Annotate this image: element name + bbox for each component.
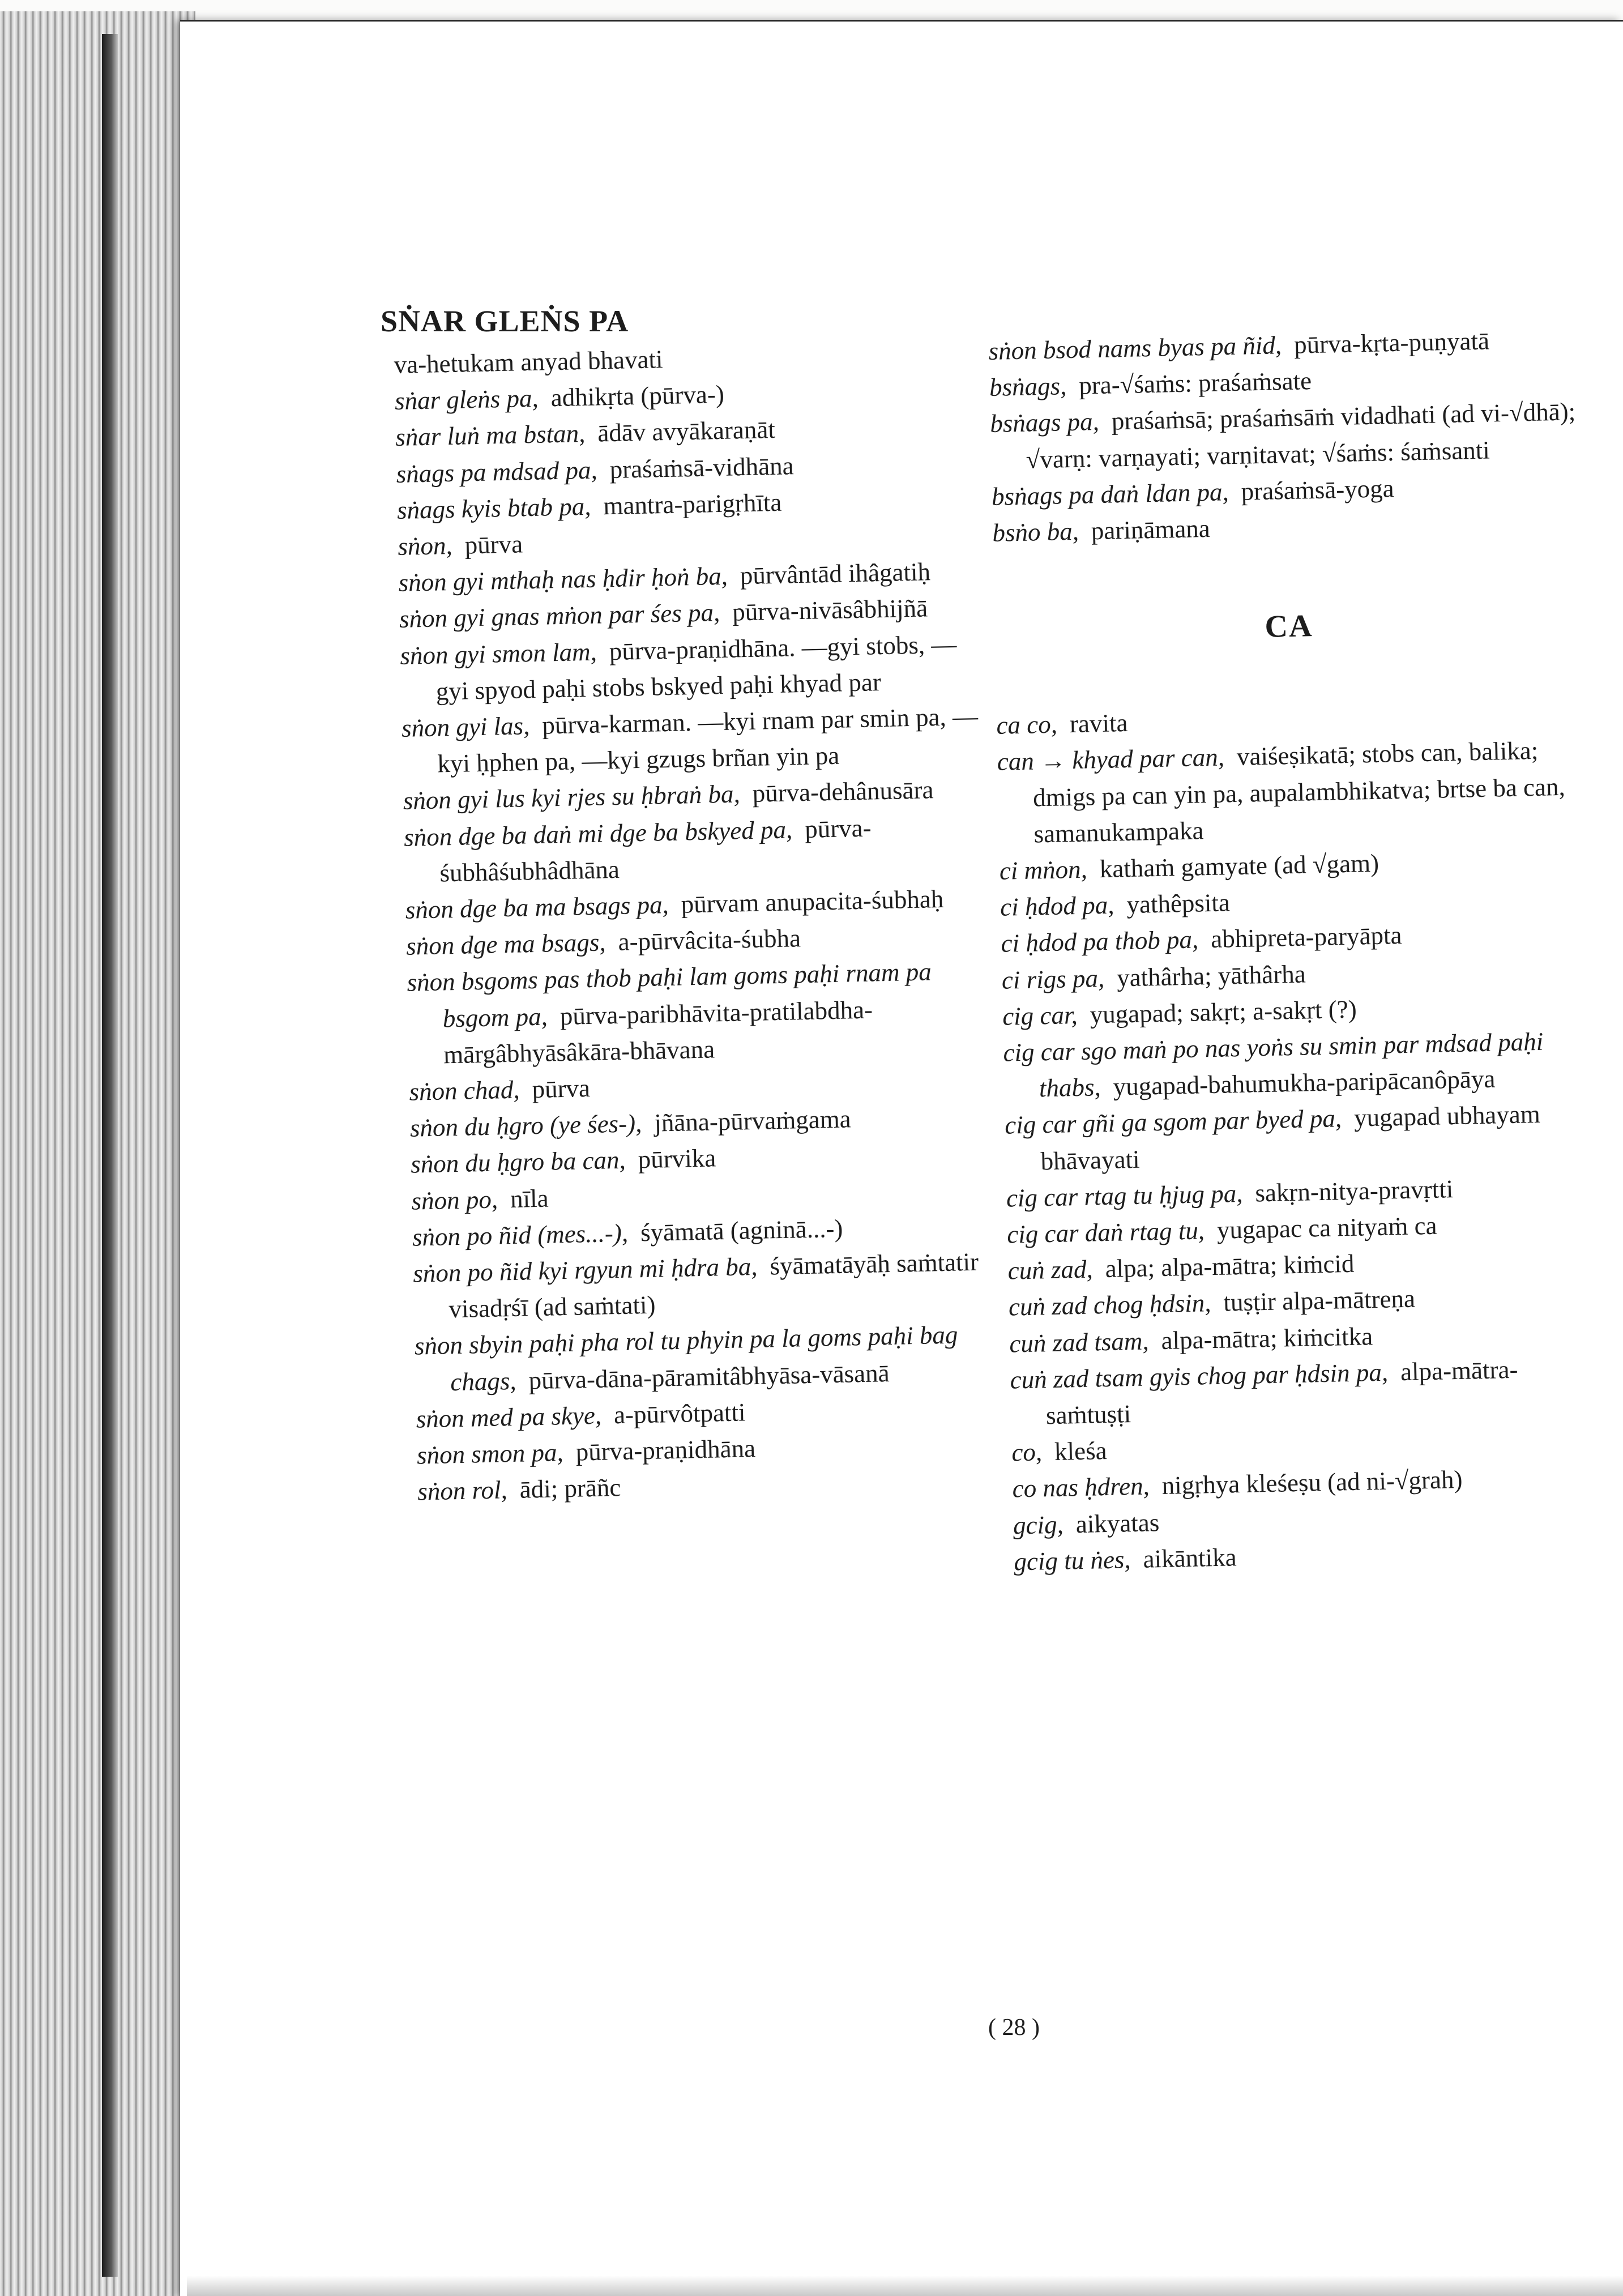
dictionary-entry (1005, 1095, 1595, 1180)
entry-tibetan-headword: cig car daṅ rtag tu, (1006, 1216, 1205, 1249)
entry-tibetan-headword: bsṅags, (989, 372, 1067, 402)
entry-tibetan-headword: sṅon gyi gnas mṅon par śes pa, (399, 598, 720, 634)
entry-sanskrit-equivalent: a-pūrvôtpatti (613, 1398, 746, 1429)
entry-sanskrit-equivalent: pariṇāmana (1091, 514, 1211, 545)
running-head: SṄAR GLEṄS PA (381, 304, 629, 338)
entry-tibetan-headword: co nas ḥdren, (1012, 1471, 1150, 1504)
entry-sanskrit-equivalent: pra-√śaṁs: praśaṁsate (1078, 366, 1312, 400)
entry-tibetan-headword: sṅags pa mdsad pa, (396, 455, 598, 488)
entry-tibetan-headword: cig car sgo maṅ po nas yoṅs su smin par mdsad paḥi thabs, (1003, 1027, 1544, 1103)
entry-tibetan-headword: gcig, (1013, 1510, 1064, 1540)
entry-sanskrit-equivalent: yugapad; sakṛt; a-sakṛt (?) (1090, 995, 1357, 1029)
entry-tibetan-headword: ci ḥdod pa thob pa, (1001, 925, 1199, 958)
dictionary-entry (1003, 1022, 1593, 1107)
entry-sanskrit-equivalent: pūrvântād ihâgatiḥ (740, 557, 931, 590)
dictionary-entry (413, 1243, 992, 1328)
entry-tibetan-headword: sṅon po ñid (mes...-), (412, 1218, 629, 1252)
entry-tibetan-headword: gcig tu ṅes, (1013, 1545, 1131, 1576)
left-column (394, 335, 996, 1510)
entry-tibetan-headword: sṅon gyi smon lam, (399, 637, 597, 670)
entry-tibetan-headword: cuṅ zad, (1007, 1254, 1094, 1285)
entry-sanskrit-equivalent: tuṣṭir alpa-mātreṇa (1223, 1284, 1416, 1317)
entry-tibetan-headword: sṅon med pa skye, (416, 1401, 602, 1433)
entry-sanskrit-equivalent: yugapad-bahumukha-paripācanôpāya (1113, 1064, 1496, 1101)
entry-sanskrit-equivalent: kleśa (1054, 1436, 1108, 1466)
entry-sanskrit-equivalent: sakṛn-nitya-pravṛtti (1254, 1174, 1454, 1207)
entry-sanskrit-equivalent: yugapad ubhayam bhāvayati (1040, 1100, 1541, 1176)
right-column-entries-top (988, 321, 1582, 551)
entry-tibetan-headword: cuṅ zad tsam, (1009, 1326, 1150, 1358)
entry-sanskrit-equivalent: praśaṁsā-vidhāna (609, 451, 794, 484)
entry-tibetan-headword: sṅon du ḥgro (ye śes-), (409, 1109, 642, 1142)
entry-tibetan-headword: can → khyad par can, (997, 742, 1225, 776)
dictionary-entry (400, 625, 979, 710)
entry-sanskrit-equivalent: kathaṁ gamyate (ad √gam) (1099, 848, 1379, 884)
entry-tibetan-headword: sṅon, (397, 531, 453, 561)
entry-sanskrit-equivalent: pūrva-dehânusāra (752, 775, 934, 808)
entry-tibetan-headword: bsṅags pa, (989, 407, 1100, 438)
entry-sanskrit-equivalent: abhipreta-paryāpta (1210, 921, 1403, 954)
entry-sanskrit-equivalent: pūrva-kṛta-puṇyatā (1293, 326, 1490, 359)
page-bottom-shadow (187, 2276, 1623, 2296)
dictionary-entry (414, 1316, 993, 1401)
entry-tibetan-headword: sṅon rol, (417, 1475, 508, 1506)
entry-tibetan-headword: bsṅags pa daṅ ldan pa, (991, 477, 1229, 511)
entry-sanskrit-equivalent: yathêpsita (1126, 888, 1231, 919)
entry-sanskrit-equivalent: alpa; alpa-mātra; kiṁcid (1105, 1249, 1355, 1283)
entry-tibetan-headword: ci mṅon, (999, 855, 1088, 885)
entry-sanskrit-equivalent: pūrva-praṇidhāna. —gyi stobs, —gyi spyod paḥi stobs bskyed paḥi khyad par (435, 629, 957, 706)
entry-tibetan-headword: sṅar gleṅs pa, (394, 383, 539, 416)
entry-sanskrit-equivalent: pūrva-praṇidhāna (575, 1434, 756, 1466)
entry-sanskrit-equivalent: vaiśeṣikatā; stobs can, balika; dmigs pa can yin pa, aupalambhikatva; brtse ba can, samanukampaka (1032, 736, 1566, 848)
dictionary-entry (407, 953, 986, 1074)
entry-tibetan-headword: sṅon po, (411, 1185, 498, 1215)
book-binding-shadow (102, 34, 118, 2277)
entry-sanskrit-equivalent: ravita (1069, 709, 1128, 739)
entry-tibetan-headword: cig car rtag tu ḥjug pa, (1006, 1179, 1243, 1213)
entry-tibetan-headword: sṅon gyi mthaḥ nas ḥdir ḥoṅ ba, (398, 561, 728, 598)
entry-tibetan-headword: sṅon chad, (409, 1075, 520, 1106)
entry-sanskrit-equivalent: adhikṛta (pūrva-) (550, 380, 725, 412)
entry-sanskrit-equivalent: alpa-mātra; kiṁcitka (1161, 1321, 1373, 1355)
entry-tibetan-headword: cig car gñi ga sgom par byed pa, (1004, 1104, 1342, 1140)
entry-sanskrit-equivalent: śyāmatā (agninā...-) (640, 1214, 843, 1247)
entry-tibetan-headword: ci rigs pa, (1001, 963, 1105, 995)
entry-tibetan-headword: sṅon dge ba ma bsags pa, (405, 890, 669, 924)
entry-sanskrit-equivalent: aikāntika (1143, 1543, 1237, 1573)
entry-sanskrit-equivalent: śyāmatāyāḥ saṁtatir visadṛśī (ad saṁtati) (449, 1247, 979, 1324)
entry-tibetan-headword: cuṅ zad tsam gyis chog par ḥdsin pa, (1010, 1358, 1389, 1394)
entry-tibetan-headword: sṅon sbyin paḥi pha rol tu phyin pa la goms paḥi bag chags, (414, 1321, 958, 1396)
entry-tibetan-headword: sṅon gyi las, (401, 711, 530, 742)
book-page-edges (0, 11, 195, 2296)
entry-sanskrit-equivalent: pūrvika (638, 1143, 716, 1174)
entry-tibetan-headword: sṅon du ḥgro ba can, (410, 1146, 626, 1179)
entry-sanskrit-equivalent: aikyatas (1075, 1508, 1160, 1538)
entry-sanskrit-equivalent: pūrvam anupacita-śubhaḥ (681, 884, 944, 919)
entry-tibetan-headword: sṅon bsgoms pas thob paḥi lam goms paḥi rnam pa bsgom pa, (407, 957, 932, 1033)
entry-sanskrit-equivalent: nigṛhya kleśeṣu (ad ni-√grah) (1161, 1465, 1463, 1500)
entry-tibetan-headword: cuṅ zad chog ḥdsin, (1008, 1288, 1211, 1322)
entry-tibetan-headword: ca co, (996, 710, 1058, 740)
entry-sanskrit-equivalent: yathârha; yāthârha (1116, 959, 1306, 992)
right-column-entries-bottom (996, 695, 1603, 1580)
entry-tibetan-headword: sṅon smon pa, (416, 1438, 564, 1470)
entry-sanskrit-equivalent: pūrva-karman. —kyi rnam par smin pa, —kyi ḥphen pa, —kyi gzugs brñan yin pa (437, 702, 979, 778)
entry-sanskrit-equivalent: pūrva-śubhâśubhâdhāna (439, 813, 872, 887)
dictionary-entry (1010, 1350, 1600, 1435)
section-heading: CA (1264, 608, 1314, 645)
dictionary-entry (990, 394, 1580, 479)
entry-sanskrit-equivalent: pūrva-dāna-pāramitâbhyāsa-vāsanā (528, 1358, 890, 1395)
entry-sanskrit-equivalent: ādāv avyākaraṇāt (597, 415, 776, 447)
entry-sanskrit-equivalent: a-pūrvâcita-śubha (618, 924, 801, 957)
entry-tibetan-headword: sṅon bsod nams byas pa ñid, (988, 331, 1282, 365)
entry-sanskrit-equivalent: ādi; prāñc (519, 1473, 621, 1504)
entry-tibetan-headword: sṅon po ñid kyi rgyun mi ḥdra ba, (412, 1252, 758, 1288)
entry-sanskrit-equivalent: praśaṁsā-yoga (1241, 473, 1395, 506)
entry-sanskrit-equivalent: jñāna-pūrvaṁgama (654, 1104, 852, 1137)
entry-sanskrit-equivalent: nīla (510, 1184, 549, 1213)
entry-tibetan-headword: sṅon dge ba daṅ mi dge ba bskyed pa, (403, 815, 793, 852)
entry-sanskrit-equivalent: pūrva (531, 1074, 591, 1104)
entry-tibetan-headword: ci ḥdod pa, (1000, 890, 1114, 922)
entry-sanskrit-equivalent: yugapac ca nityaṁ ca (1216, 1211, 1437, 1244)
entry-tibetan-headword: cig car, (1002, 1000, 1078, 1031)
entry-sanskrit-equivalent: pūrva-nivāsâbhijñā (732, 594, 928, 626)
entry-sanskrit-equivalent: alpa-mātra-saṁtuṣṭi (1045, 1355, 1518, 1430)
entry-tibetan-headword: co, (1011, 1437, 1043, 1467)
entry-tibetan-headword: bsṅo ba, (992, 517, 1079, 547)
entry-sanskrit-equivalent: mantra-parigṛhīta (603, 488, 782, 520)
entry-sanskrit-equivalent: praśaṁsā; praśaṁsāṁ vidadhati (ad vi-√dhā); √varṇ: varṇayati; varṇitavat; √śaṁs: śaṁsanti (1026, 397, 1576, 474)
entry-tibetan-headword: sṅar luṅ ma bstan, (395, 419, 586, 452)
right-column (988, 321, 1603, 1580)
entry-tibetan-headword: sṅon gyi lus kyi rjes su ḥbraṅ ba, (403, 779, 741, 816)
entry-tibetan-headword: sṅags kyis btab pa, (396, 492, 591, 524)
entry-sanskrit-equivalent: pūrva-paribhāvita-pratilabdha-mārgâbhyāsâkāra-bhāvana (443, 995, 873, 1069)
entry-tibetan-headword: sṅon dge ma bsags, (405, 928, 607, 961)
dictionary-entry (401, 698, 980, 783)
dictionary-entry (403, 807, 982, 892)
entry-sanskrit-equivalent: va-hetukam anyad bhavati (394, 345, 663, 379)
dictionary-entry (997, 731, 1588, 852)
page-number: ( 28 ) (988, 2015, 1040, 2041)
entry-sanskrit-equivalent: pūrva (464, 530, 523, 560)
